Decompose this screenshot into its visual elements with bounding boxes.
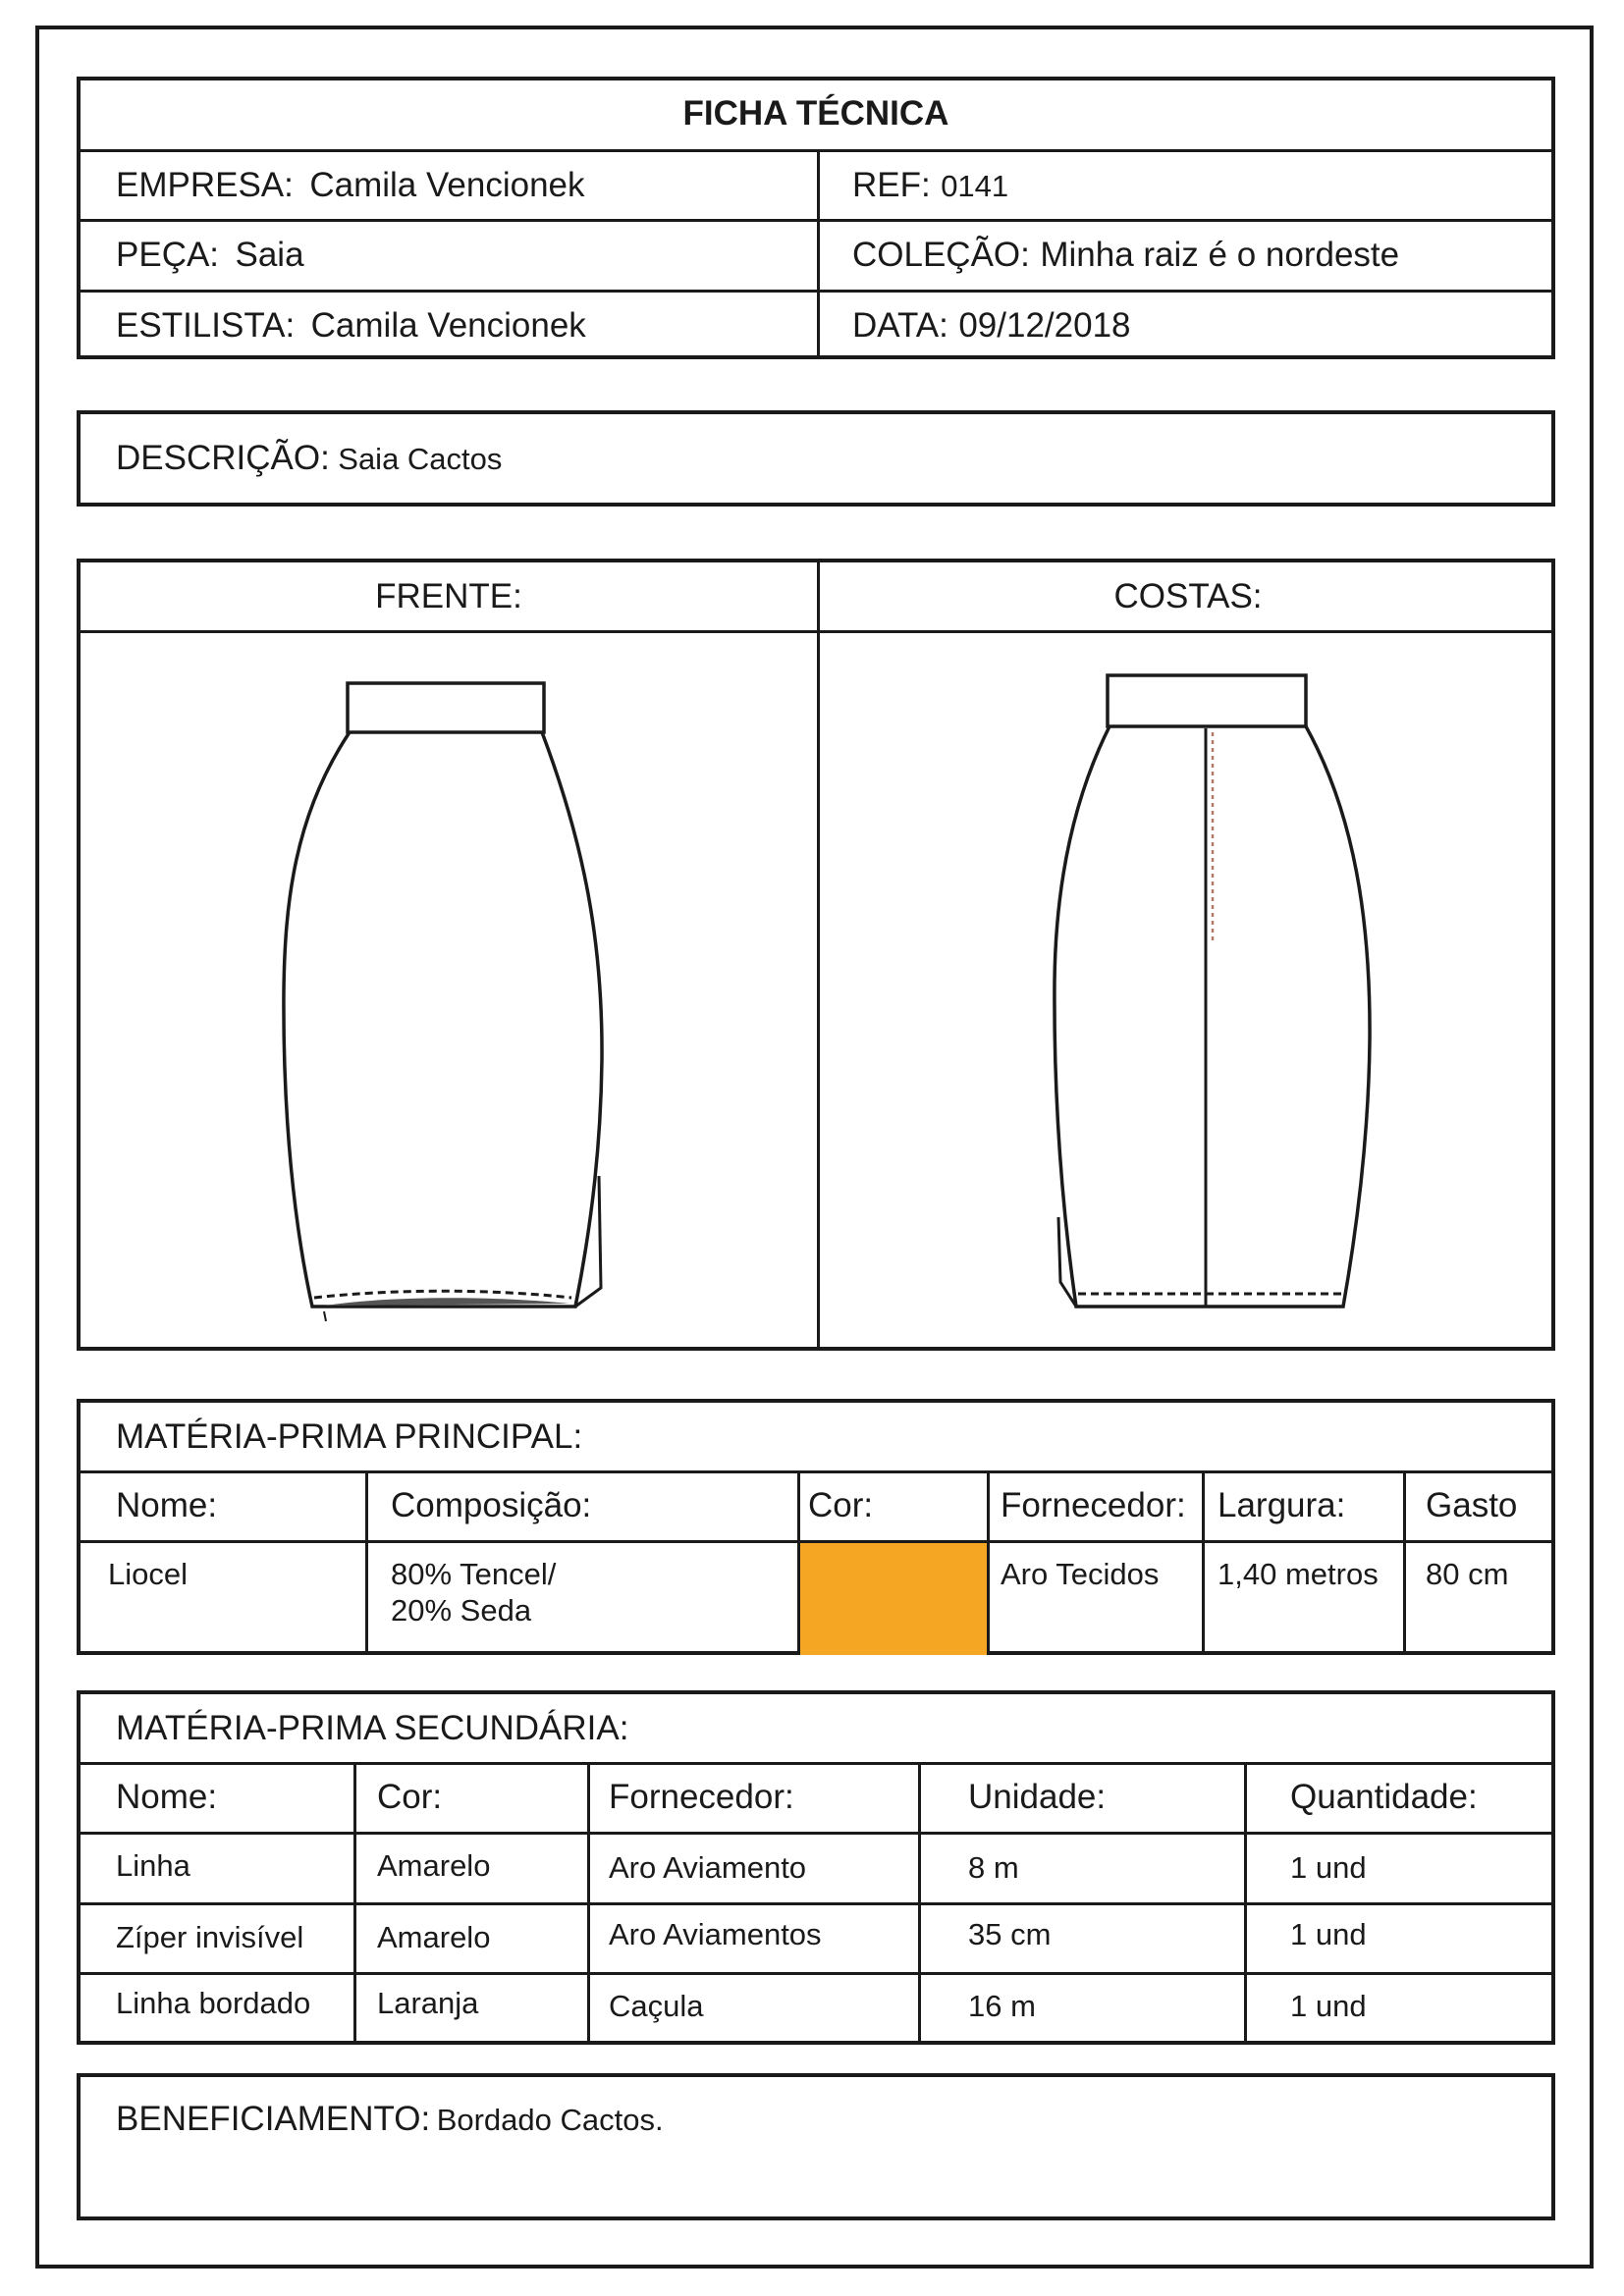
principal-col-composicao: Composição: <box>391 1486 592 1524</box>
colecao-label: COLEÇÃO: <box>852 236 1030 274</box>
descricao-value: Saia Cactos <box>338 442 503 476</box>
header-table <box>77 77 1555 359</box>
colecao-field <box>852 237 1399 275</box>
estilista-field <box>116 307 586 346</box>
principal-fornecedor: Aro Tecidos <box>1001 1557 1160 1591</box>
principal-composicao-line2: 20% Seda <box>391 1593 532 1628</box>
ref-field <box>852 167 1008 205</box>
principal-nome: Liocel <box>108 1557 188 1591</box>
secundaria-col-cor: Cor: <box>377 1778 443 1816</box>
secundaria-row-3-unidade: 16 m <box>968 1989 1036 2023</box>
estilista-value: Camila Vencionek <box>310 306 586 345</box>
materia-prima-secundaria <box>77 1690 1555 2045</box>
data-value: 09/12/2018 <box>958 306 1131 345</box>
front-view-label: FRENTE: <box>375 577 522 615</box>
secundaria-row-2-nome: Zíper invisível <box>116 1920 304 1954</box>
beneficiamento-field <box>116 2101 664 2139</box>
beneficiamento-label: BENEFICIAMENTO: <box>116 2100 431 2138</box>
empresa-field <box>116 167 585 205</box>
secundaria-row-2-cor: Amarelo <box>377 1920 491 1954</box>
secundaria-col-fornecedor: Fornecedor: <box>609 1778 794 1816</box>
principal-col-cor: Cor: <box>808 1486 874 1524</box>
color-swatch <box>800 1543 987 1655</box>
principal-col-nome: Nome: <box>116 1486 218 1524</box>
secundaria-row-3-fornecedor: Caçula <box>609 1989 704 2023</box>
secundaria-row-2-quantidade: 1 und <box>1290 1917 1367 1951</box>
document-title: FICHA TÉCNICA <box>682 94 949 133</box>
secundaria-row-1-quantidade: 1 und <box>1290 1850 1367 1885</box>
estilista-label: ESTILISTA: <box>116 306 296 345</box>
secundaria-row-3-cor: Laranja <box>377 1986 479 2020</box>
peca-value: Saia <box>235 236 304 274</box>
secundaria-row-1-cor: Amarelo <box>377 1848 491 1883</box>
principal-largura: 1,40 metros <box>1218 1557 1379 1591</box>
principal-col-fornecedor: Fornecedor: <box>1001 1486 1186 1524</box>
skirt-back-drawing <box>1041 667 1394 1315</box>
back-view-label: COSTAS: <box>1113 577 1263 615</box>
secundaria-row-3-nome: Linha bordado <box>116 1986 311 2020</box>
secundaria-col-quantidade: Quantidade: <box>1290 1778 1478 1816</box>
empresa-value: Camila Vencionek <box>309 166 585 204</box>
principal-col-gasto: Gasto <box>1426 1486 1518 1524</box>
principal-composicao-line1: 80% Tencel/ <box>391 1557 557 1591</box>
materia-prima-principal <box>77 1399 1555 1655</box>
secundaria-row-1-nome: Linha <box>116 1848 190 1883</box>
descricao-field <box>116 440 502 478</box>
beneficiamento-value: Bordado Cactos. <box>436 2103 664 2137</box>
secundaria-row-2-unidade: 35 cm <box>968 1917 1052 1951</box>
principal-title: MATÉRIA-PRIMA PRINCIPAL: <box>116 1417 583 1456</box>
ref-label: REF: <box>852 166 931 204</box>
secundaria-col-unidade: Unidade: <box>968 1778 1107 1816</box>
data-label: DATA: <box>852 306 948 345</box>
descricao-box <box>77 410 1555 507</box>
colecao-value: Minha raiz é o nordeste <box>1040 236 1400 274</box>
secundaria-title: MATÉRIA-PRIMA SECUNDÁRIA: <box>116 1709 629 1747</box>
peca-field <box>116 237 304 275</box>
peca-label: PEÇA: <box>116 236 220 274</box>
secundaria-col-nome: Nome: <box>116 1778 218 1816</box>
skirt-front-drawing <box>265 677 628 1325</box>
descricao-label: DESCRIÇÃO: <box>116 439 330 477</box>
secundaria-row-3-quantidade: 1 und <box>1290 1989 1367 2023</box>
secundaria-row-1-fornecedor: Aro Aviamento <box>609 1850 807 1885</box>
principal-gasto: 80 cm <box>1426 1557 1509 1591</box>
secundaria-row-1-unidade: 8 m <box>968 1850 1019 1885</box>
data-field <box>852 307 1131 346</box>
empresa-label: EMPRESA: <box>116 166 294 204</box>
secundaria-row-2-fornecedor: Aro Aviamentos <box>609 1917 822 1951</box>
principal-col-largura: Largura: <box>1218 1486 1346 1524</box>
beneficiamento-box <box>77 2073 1555 2220</box>
ref-value: 0141 <box>941 169 1009 203</box>
